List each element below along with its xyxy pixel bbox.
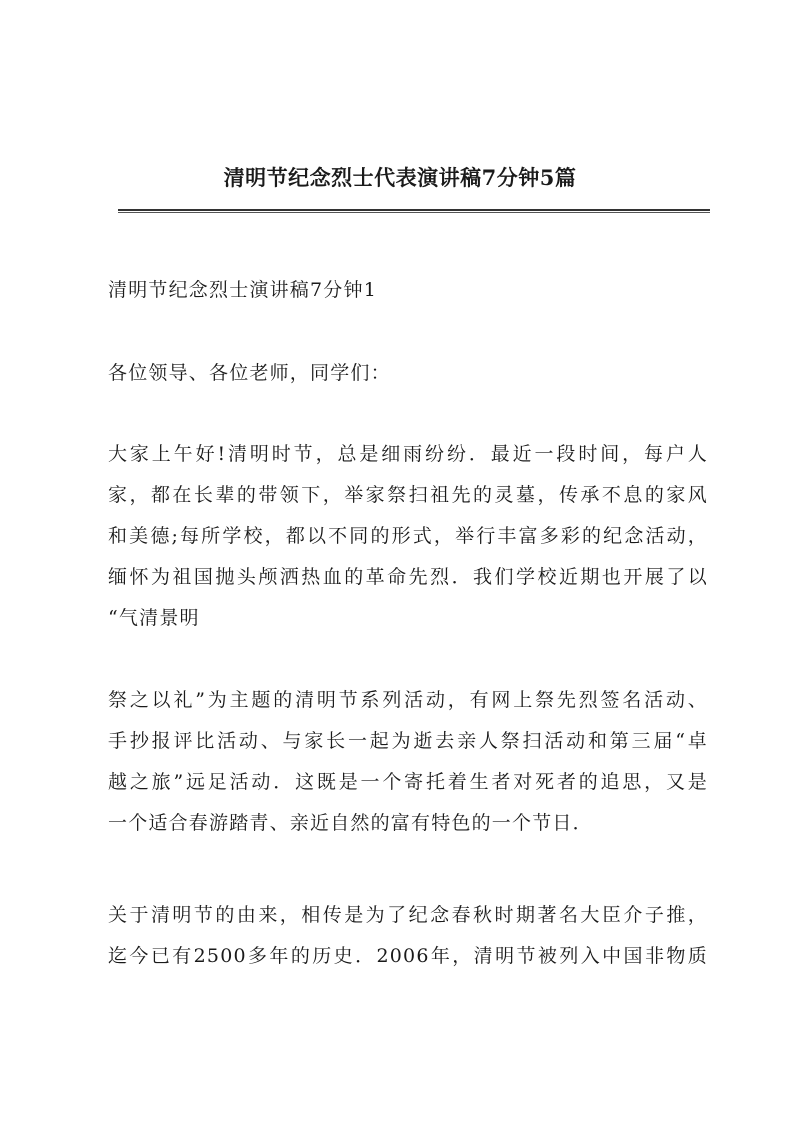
document-title: 清明节纪念烈士代表演讲稿7分钟5篇 (223, 165, 577, 190)
section-heading-text: 清明节纪念烈士演讲稿7分钟1 (108, 279, 377, 301)
paragraph-1 (108, 434, 708, 639)
paragraph-line: 祭之以礼”为主题的清明节系列活动，有网上祭先烈签名活动、 (108, 689, 708, 711)
title-divider (118, 209, 710, 213)
paragraph-line: 关于清明节的由来，相传是为了纪念春秋时期著名大臣介子推， (108, 904, 708, 926)
paragraph-line: “气清景明 (108, 607, 200, 629)
paragraph-line: 手抄报评比活动、与家长一起为逝去亲人祭扫活动和第三届“卓 (108, 730, 708, 752)
section-heading (108, 270, 708, 311)
salutation-text: 各位领导、各位老师，同学们： (108, 362, 391, 384)
paragraph-line: 大家上午好!清明时节，总是细雨纷纷．最近一段时间，每户人 (108, 443, 708, 465)
paragraph-line: 越之旅”远足活动．这既是一个寄托着生者对死者的追思，又是 (108, 771, 708, 793)
salutation (108, 353, 708, 394)
paragraph-line: 迄今已有2500多年的历史．2006年，清明节被列入中国非物质 (108, 945, 708, 967)
paragraph-line: 一个适合春游踏青、亲近自然的富有特色的一个节日． (108, 812, 593, 834)
paragraph-3 (108, 895, 708, 977)
paragraph-line: 缅怀为祖国抛头颅洒热血的革命先烈．我们学校近期也开展了以 (108, 566, 708, 588)
paragraph-line: 和美德;每所学校，都以不同的形式，举行丰富多彩的纪念活动， (108, 525, 708, 547)
paragraph-2 (108, 680, 708, 844)
paragraph-line: 家，都在长辈的带领下，举家祭扫祖先的灵墓，传承不息的家风 (108, 484, 708, 506)
